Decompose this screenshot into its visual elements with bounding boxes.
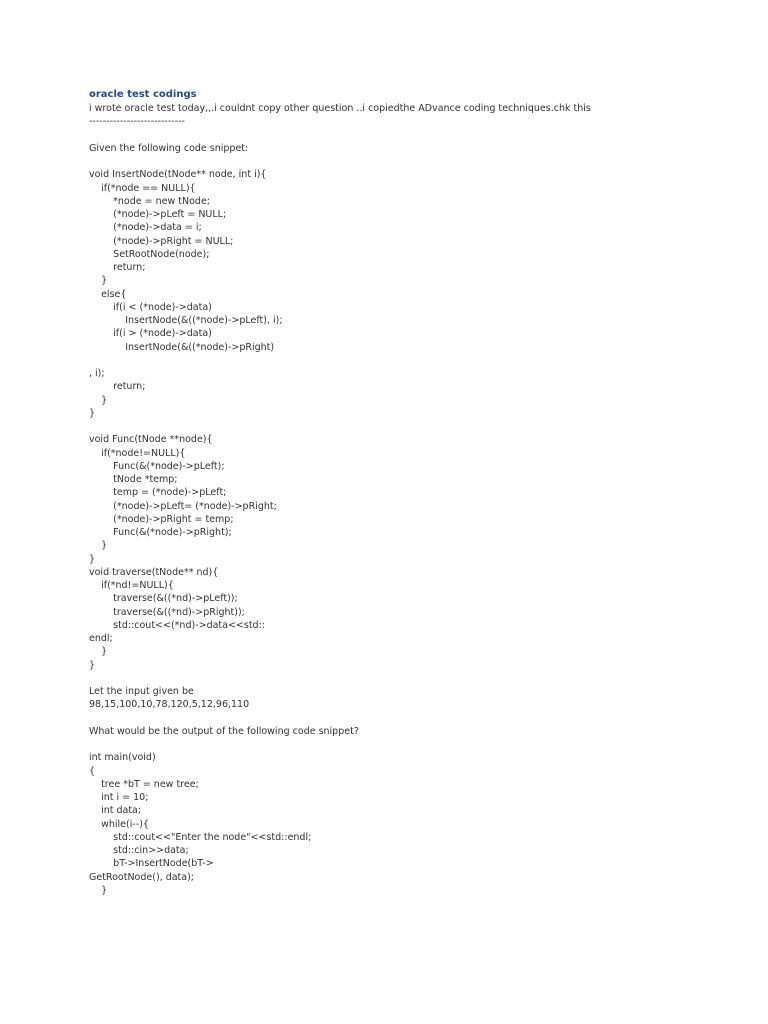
text-line: Func(&(*node)->pLeft); (89, 460, 225, 472)
text-line: (*node)->pLeft = NULL; (89, 209, 227, 220)
text-line: if(i > (*node)->data) (89, 328, 212, 340)
text-line: i wrote oracle test today,,.i couldnt copy other question ..i copiedthe ADvance coding techniques.chk this (89, 103, 591, 114)
text-line: void InsertNode(tNode** node, int i){ (89, 169, 267, 181)
text-line: } (89, 659, 96, 671)
text-line: if(i < (*node)->data) (89, 301, 212, 313)
post-body (89, 102, 749, 897)
text-line: } (89, 884, 108, 896)
text-line: What would be the output of the following code snippet? (89, 725, 359, 737)
document-page (89, 88, 749, 897)
text-line: endl; (89, 633, 113, 644)
text-line: (*node)->data = i; (89, 222, 202, 234)
text-line: int i = 10; (89, 792, 149, 803)
text-line: Func(&(*node)->pRight); (89, 527, 232, 538)
text-line (89, 738, 749, 751)
text-line: GetRootNode(), data); (89, 871, 195, 883)
text-line: int main(void) (89, 752, 156, 764)
text-line: std::cin>>data; (89, 845, 189, 856)
text-line: Let the input given be (89, 686, 194, 697)
text-line: { (89, 765, 96, 777)
text-line: tree *bT = new tree; (89, 778, 199, 790)
text-line: } (89, 646, 108, 658)
text-line (89, 672, 749, 685)
text-line: else{ (89, 288, 127, 300)
text-line: InsertNode(&((*node)->pRight) (89, 341, 275, 353)
text-line: bT->InsertNode(bT-> (89, 858, 214, 870)
text-line: return; (89, 262, 146, 273)
text-line: (*node)->pRight = NULL; (89, 235, 234, 247)
text-line: } (89, 553, 96, 565)
text-line: } (89, 394, 108, 406)
text-line: ---------------------------- (89, 116, 185, 128)
text-line: void Func(tNode **node){ (89, 434, 213, 446)
text-line: , i); (89, 368, 105, 379)
text-line: traverse(&((*nd)->pRight)); (89, 606, 245, 618)
text-line: traverse(&((*nd)->pLeft)); (89, 593, 238, 605)
text-line: if(*nd!=NULL){ (89, 580, 174, 591)
text-line: tNode *temp; (89, 474, 178, 485)
text-line: temp = (*node)->pLeft; (89, 487, 227, 499)
text-line: (*node)->pLeft= (*node)->pRight; (89, 500, 277, 512)
text-line: if(*node == NULL){ (89, 182, 196, 194)
text-line: int data; (89, 805, 142, 817)
text-line: } (89, 540, 108, 552)
post-title: oracle test codings (89, 89, 197, 100)
text-line: void traverse(tNode** nd){ (89, 566, 219, 578)
text-line (89, 420, 749, 433)
text-line: (*node)->pRight = temp; (89, 513, 234, 525)
text-line (89, 354, 749, 367)
text-line: 98,15,100,10,78,120,5,12,96,110 (89, 699, 250, 711)
text-line (89, 129, 749, 142)
text-line (89, 712, 749, 725)
text-line: return; (89, 381, 146, 393)
text-line: SetRootNode(node); (89, 248, 210, 260)
text-line (89, 155, 749, 168)
text-line: while(i--){ (89, 818, 149, 830)
text-line: Given the following code snippet: (89, 142, 249, 154)
text-line: if(*node!=NULL){ (89, 447, 186, 459)
text-line: std::cout<<(*nd)->data<<std:: (89, 619, 265, 631)
text-line: std::cout<<"Enter the node"<<std::endl; (89, 831, 312, 843)
text-line: *node = new tNode; (89, 195, 210, 207)
text-line: InsertNode(&((*node)->pLeft), i); (89, 315, 283, 326)
text-line: } (89, 407, 96, 419)
text-line: } (89, 275, 108, 287)
